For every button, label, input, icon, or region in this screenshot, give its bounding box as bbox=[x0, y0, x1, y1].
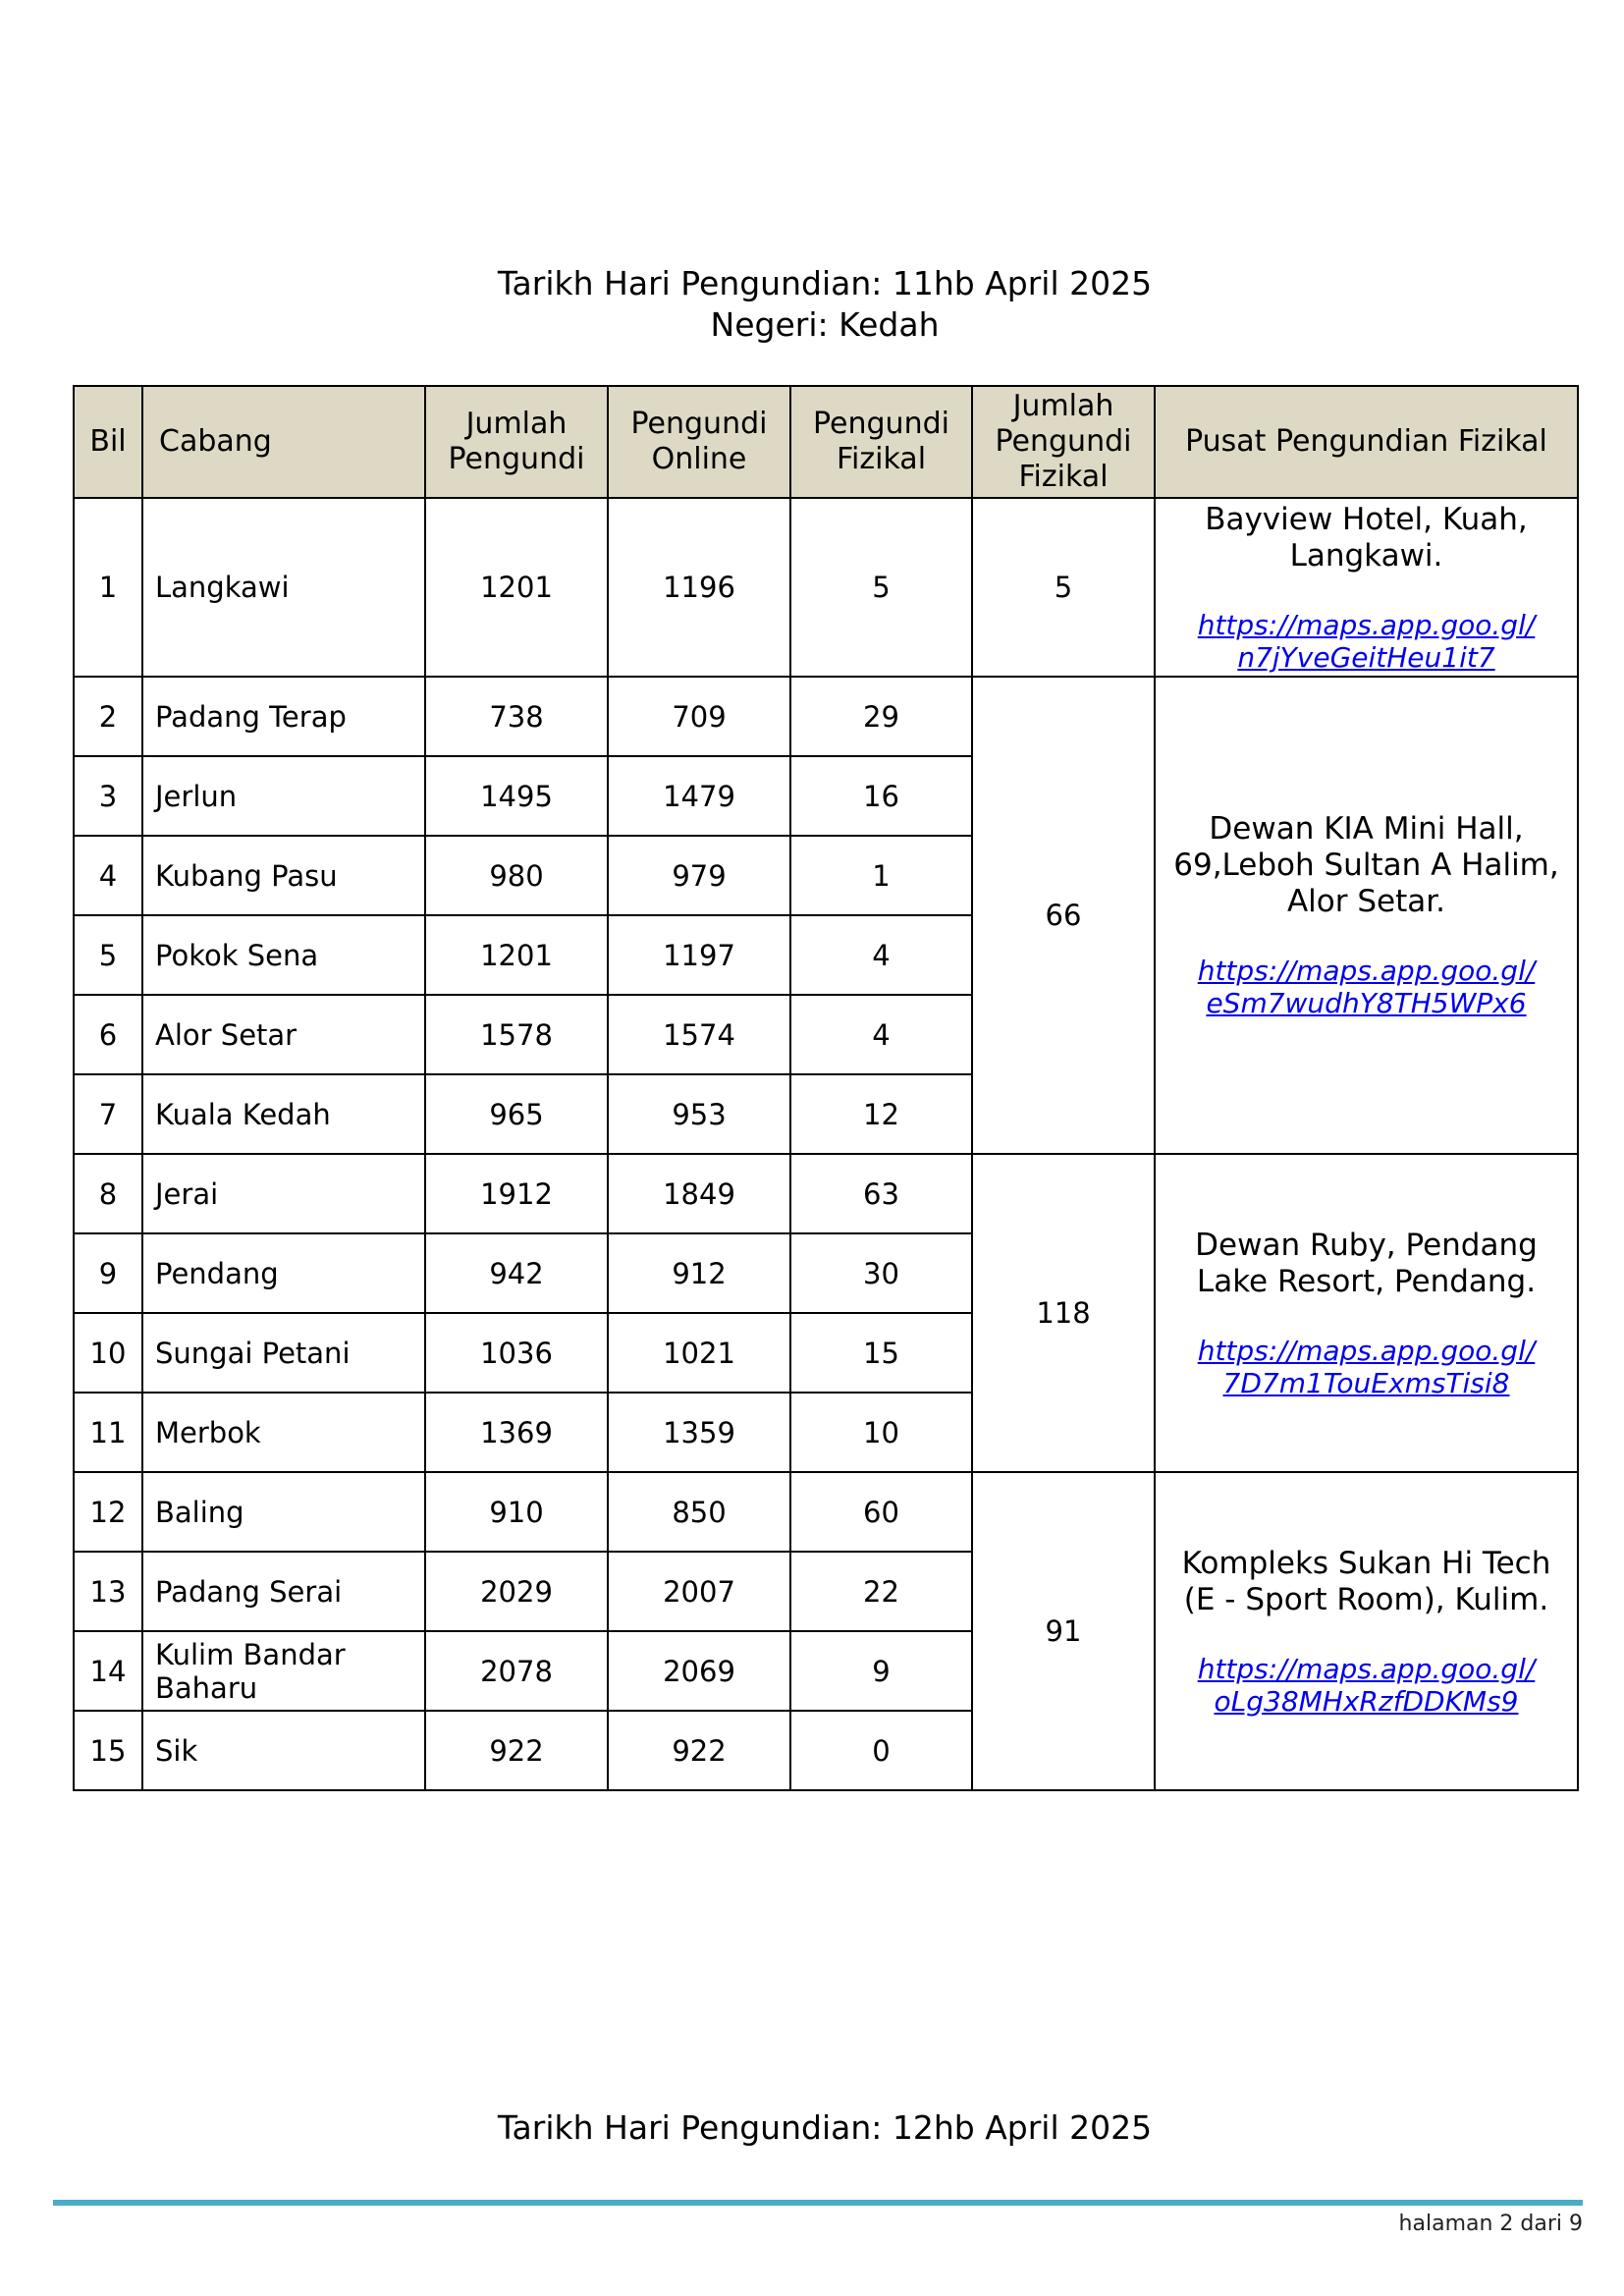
table-row bbox=[74, 1154, 1578, 1233]
cell-bil: 4 bbox=[74, 836, 142, 915]
cell-bil: 1 bbox=[74, 498, 142, 677]
cell-fizikal: 60 bbox=[790, 1472, 972, 1552]
cell-cabang: Baling bbox=[142, 1472, 425, 1552]
cell-online: 850 bbox=[608, 1472, 790, 1552]
map-link-line1: https://maps.app.goo.gl/ bbox=[1197, 1334, 1536, 1367]
cell-bil: 6 bbox=[74, 995, 142, 1074]
header-pengundi-online: Pengundi Online bbox=[608, 386, 790, 498]
header-pusat-pengundian: Pusat Pengundian Fizikal bbox=[1155, 386, 1578, 498]
cell-online: 1021 bbox=[608, 1313, 790, 1393]
cell-jumlah: 942 bbox=[425, 1233, 608, 1313]
cell-bil: 15 bbox=[74, 1711, 142, 1790]
cell-fizikal: 1 bbox=[790, 836, 972, 915]
cell-online: 922 bbox=[608, 1711, 790, 1790]
cell-fizikal: 9 bbox=[790, 1631, 972, 1711]
cell-online: 1197 bbox=[608, 915, 790, 995]
map-link[interactable] bbox=[1167, 609, 1565, 674]
voting-centre-table bbox=[73, 385, 1579, 1791]
cell-online: 953 bbox=[608, 1074, 790, 1154]
header-bil: Bil bbox=[74, 386, 142, 498]
cell-total-fizikal: 118 bbox=[972, 1154, 1155, 1472]
cell-bil: 8 bbox=[74, 1154, 142, 1233]
cell-jumlah: 910 bbox=[425, 1472, 608, 1552]
cell-bil: 13 bbox=[74, 1552, 142, 1631]
map-link-line2: eSm7wudhY8TH5WPx6 bbox=[1206, 987, 1527, 1019]
map-link[interactable] bbox=[1167, 1335, 1565, 1399]
next-voting-date-heading: Tarikh Hari Pengundian: 12hb April 2025 bbox=[497, 2108, 1153, 2147]
cell-online: 2069 bbox=[608, 1631, 790, 1711]
cell-cabang: Pendang bbox=[142, 1233, 425, 1313]
cell-jumlah: 1369 bbox=[425, 1393, 608, 1472]
cell-online: 1849 bbox=[608, 1154, 790, 1233]
centre-name: Kompleks Sukan Hi Tech (E - Sport Room), Kulim. bbox=[1181, 1545, 1551, 1617]
footer-rule bbox=[53, 2200, 1583, 2206]
table-row bbox=[74, 677, 1578, 756]
cell-fizikal: 5 bbox=[790, 498, 972, 677]
cell-jumlah: 965 bbox=[425, 1074, 608, 1154]
cell-online: 1196 bbox=[608, 498, 790, 677]
cell-bil: 9 bbox=[74, 1233, 142, 1313]
map-link-line1: https://maps.app.goo.gl/ bbox=[1197, 1652, 1536, 1685]
cell-total-fizikal: 91 bbox=[972, 1472, 1155, 1790]
map-link-line2: 7D7m1TouExmsTisi8 bbox=[1222, 1366, 1510, 1399]
cell-jumlah: 1578 bbox=[425, 995, 608, 1074]
cell-voting-centre bbox=[1155, 1472, 1578, 1790]
map-link-line2: n7jYveGeitHeu1it7 bbox=[1237, 640, 1495, 674]
cell-jumlah: 922 bbox=[425, 1711, 608, 1790]
voting-date-heading: Tarikh Hari Pengundian: 11hb April 2025 bbox=[497, 264, 1153, 302]
cell-cabang: Kubang Pasu bbox=[142, 836, 425, 915]
cell-bil: 10 bbox=[74, 1313, 142, 1393]
map-link[interactable] bbox=[1167, 955, 1565, 1019]
cell-fizikal: 0 bbox=[790, 1711, 972, 1790]
cell-online: 1574 bbox=[608, 995, 790, 1074]
cell-bil: 12 bbox=[74, 1472, 142, 1552]
cell-cabang: Alor Setar bbox=[142, 995, 425, 1074]
cell-jumlah: 2029 bbox=[425, 1552, 608, 1631]
cell-bil: 11 bbox=[74, 1393, 142, 1472]
cell-cabang: Pokok Sena bbox=[142, 915, 425, 995]
header-jumlah-pengundi-fizikal: Jumlah Pengundi Fizikal bbox=[972, 386, 1155, 498]
cell-jumlah: 1201 bbox=[425, 498, 608, 677]
cell-fizikal: 4 bbox=[790, 995, 972, 1074]
cell-jumlah: 980 bbox=[425, 836, 608, 915]
cell-cabang: Padang Terap bbox=[142, 677, 425, 756]
cell-bil: 3 bbox=[74, 756, 142, 836]
cell-cabang: Sungai Petani bbox=[142, 1313, 425, 1393]
cell-online: 912 bbox=[608, 1233, 790, 1313]
cell-bil: 5 bbox=[74, 915, 142, 995]
cell-fizikal: 12 bbox=[790, 1074, 972, 1154]
map-link-line1: https://maps.app.goo.gl/ bbox=[1197, 608, 1536, 641]
cell-fizikal: 29 bbox=[790, 677, 972, 756]
cell-cabang: Langkawi bbox=[142, 498, 425, 677]
cell-jumlah: 738 bbox=[425, 677, 608, 756]
cell-cabang: Merbok bbox=[142, 1393, 425, 1472]
cell-cabang: Jerai bbox=[142, 1154, 425, 1233]
centre-name: Dewan Ruby, Pendang Lake Resort, Pendang. bbox=[1195, 1227, 1538, 1299]
cell-total-fizikal: 66 bbox=[972, 677, 1155, 1154]
cell-online: 1359 bbox=[608, 1393, 790, 1472]
page-number: halaman 2 dari 9 bbox=[1398, 2212, 1583, 2236]
cell-fizikal: 4 bbox=[790, 915, 972, 995]
cell-online: 709 bbox=[608, 677, 790, 756]
cell-total-fizikal: 5 bbox=[972, 498, 1155, 677]
header-cabang: Cabang bbox=[142, 386, 425, 498]
state-heading: Negeri: Kedah bbox=[710, 305, 940, 344]
cell-jumlah: 2078 bbox=[425, 1631, 608, 1711]
cell-jumlah: 1036 bbox=[425, 1313, 608, 1393]
cell-voting-centre bbox=[1155, 677, 1578, 1154]
map-link-line2: oLg38MHxRzfDDKMs9 bbox=[1214, 1684, 1519, 1718]
cell-fizikal: 10 bbox=[790, 1393, 972, 1472]
cell-cabang: Sik bbox=[142, 1711, 425, 1790]
cell-cabang: Padang Serai bbox=[142, 1552, 425, 1631]
cell-fizikal: 15 bbox=[790, 1313, 972, 1393]
cell-cabang: Kuala Kedah bbox=[142, 1074, 425, 1154]
cell-bil: 14 bbox=[74, 1631, 142, 1711]
cell-jumlah: 1912 bbox=[425, 1154, 608, 1233]
map-link[interactable] bbox=[1167, 1653, 1565, 1718]
table-row bbox=[74, 498, 1578, 677]
cell-voting-centre bbox=[1155, 1154, 1578, 1472]
centre-name: Dewan KIA Mini Hall, 69,Leboh Sultan A Halim, Alor Setar. bbox=[1173, 811, 1559, 919]
header-jumlah-pengundi: Jumlah Pengundi bbox=[425, 386, 608, 498]
cell-bil: 7 bbox=[74, 1074, 142, 1154]
table-row bbox=[74, 1472, 1578, 1552]
cell-cabang: Kulim Bandar Baharu bbox=[142, 1631, 425, 1711]
header-pengundi-fizikal: Pengundi Fizikal bbox=[790, 386, 972, 498]
cell-fizikal: 16 bbox=[790, 756, 972, 836]
cell-online: 1479 bbox=[608, 756, 790, 836]
cell-fizikal: 30 bbox=[790, 1233, 972, 1313]
cell-online: 979 bbox=[608, 836, 790, 915]
cell-jumlah: 1201 bbox=[425, 915, 608, 995]
cell-online: 2007 bbox=[608, 1552, 790, 1631]
table-header-row bbox=[74, 386, 1578, 498]
cell-jumlah: 1495 bbox=[425, 756, 608, 836]
cell-fizikal: 22 bbox=[790, 1552, 972, 1631]
cell-cabang: Jerlun bbox=[142, 756, 425, 836]
cell-bil: 2 bbox=[74, 677, 142, 756]
map-link-line1: https://maps.app.goo.gl/ bbox=[1197, 955, 1536, 987]
centre-name: Bayview Hotel, Kuah, Langkawi. bbox=[1205, 501, 1528, 574]
cell-voting-centre bbox=[1155, 498, 1578, 677]
cell-fizikal: 63 bbox=[790, 1154, 972, 1233]
